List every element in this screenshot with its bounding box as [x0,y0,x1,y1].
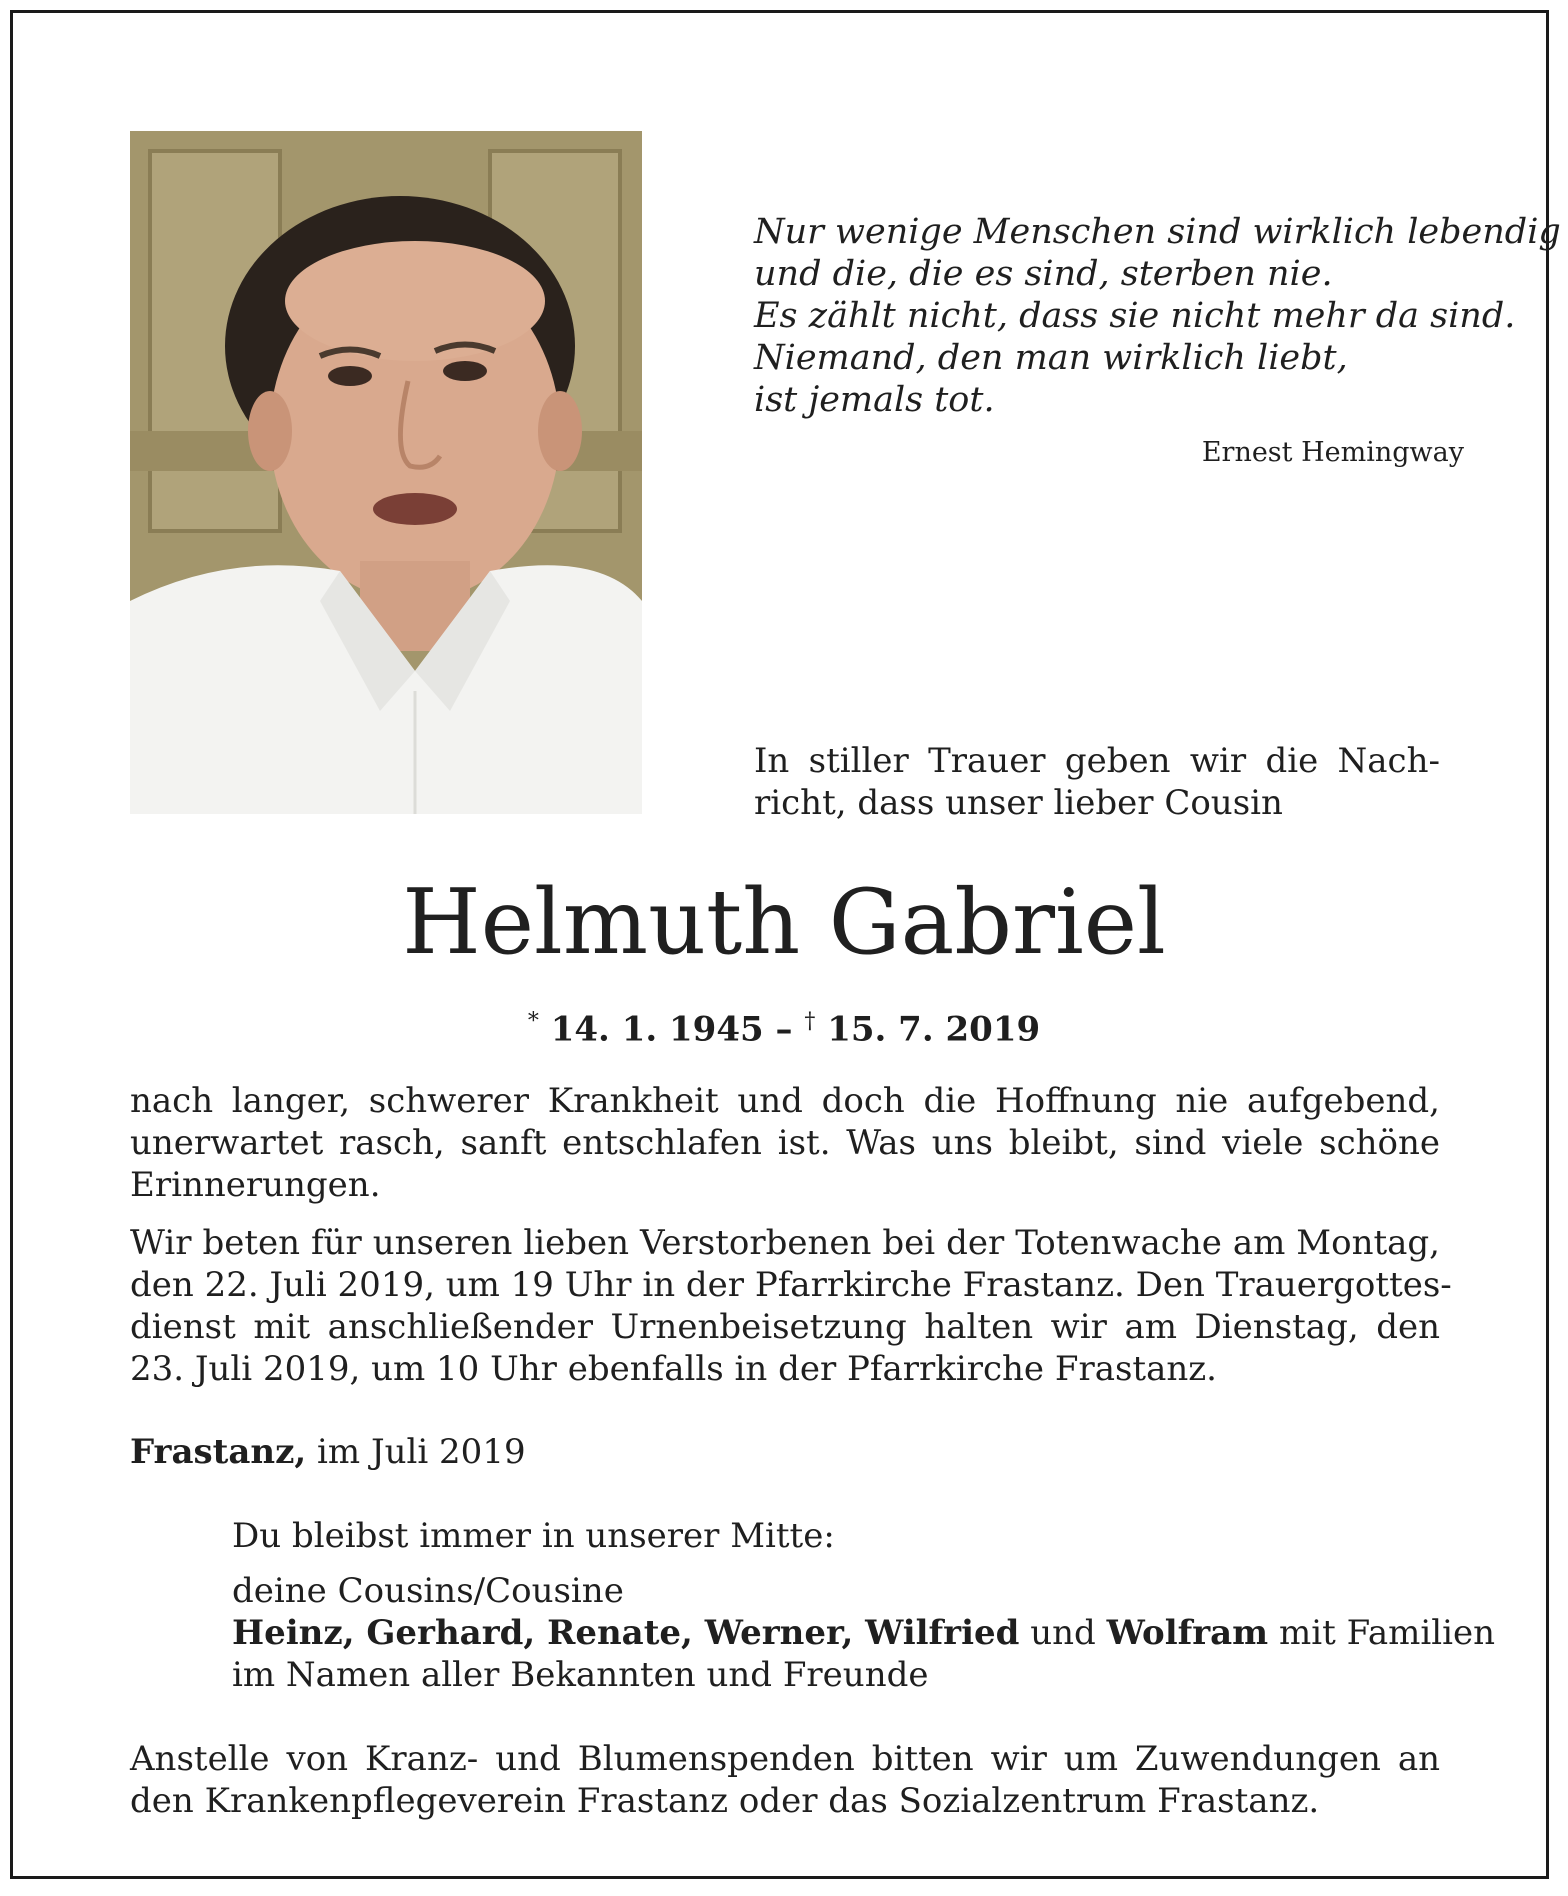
birth-symbol: * [527,1009,539,1034]
quote-line: Niemand, den man wirklich liebt, [754,338,1348,378]
paragraph-line: Erinnerungen. [130,1165,381,1205]
date-separator: – [775,1009,793,1050]
paragraph-line: 23. Juli 2019, um 10 Uhr ebenfalls in der Pfarrkirche Frastanz. [130,1349,1217,1389]
announcement-paragraph [130,1080,1440,1206]
motto-line: Du bleibst immer in unserer Mitte: [232,1516,835,1556]
epigraph-quote [754,211,1561,421]
quote-author: Ernest Hemingway [1201,437,1464,468]
mourner-names [232,1612,1512,1654]
place-date [130,1432,526,1472]
mourners-block [232,1570,1512,1696]
intro-line: richt, dass unser lieber Cousin [754,783,1283,823]
service-paragraph [130,1222,1452,1390]
also-line: im Namen aller Bekannten und Freunde [232,1655,929,1695]
and-word: und [1030,1613,1096,1653]
month-year: im Juli 2019 [317,1432,526,1472]
relation-line: deine Cousins/Cousine [232,1571,624,1611]
portrait-illustration [130,131,642,814]
deceased-name: Helmuth Gabriel [402,870,1166,975]
donation-paragraph [130,1738,1440,1822]
donation-line: Anstelle von Kranz- und Blumenspenden bitten wir um Zuwendungen an [130,1739,1440,1779]
intro-line: In stiller Trauer geben wir die Nach- [754,741,1440,781]
paragraph-line: dienst mit anschließender Urnenbeisetzung halten wir am Dienstag, den [130,1307,1440,1347]
place-name: Frastanz, [130,1432,307,1472]
paragraph-line: Wir beten für unseren lieben Verstorbenen bei der Totenwache am Montag, [130,1223,1440,1263]
paragraph-line: nach langer, schwerer Krankheit und doch die Hoffnung nie aufgebend, [130,1081,1440,1121]
paragraph-line: unerwartet rasch, sanft entschlafen ist. Was uns bleibt, sind viele schöne [130,1123,1440,1163]
death-date: 15. 7. 2019 [827,1009,1041,1050]
death-symbol: † [804,1009,816,1034]
closing-motto [232,1515,1512,1557]
quote-line: ist jemals tot. [754,380,995,420]
last-mourner-name: Wolfram [1106,1613,1269,1653]
quote-line: Es zählt nicht, dass sie nicht mehr da sind. [754,296,1516,336]
mourner-names-bold: Heinz, Gerhard, Renate, Werner, Wilfried [232,1613,1020,1653]
intro-text [754,740,1440,824]
portrait-photo [130,131,642,814]
families-suffix: mit Familien [1278,1613,1496,1653]
birth-date: 14. 1. 1945 [550,1009,764,1050]
quote-line: Nur wenige Menschen sind wirklich lebendig [754,212,1561,252]
donation-line: den Krankenpflegeverein Frastanz oder das Sozialzentrum Frastanz. [130,1781,1320,1821]
life-dates [0,1000,1568,1051]
quote-line: und die, die es sind, sterben nie. [754,254,1333,294]
paragraph-line: den 22. Juli 2019, um 19 Uhr in der Pfarrkirche Frastanz. Den Trauergottes- [130,1265,1452,1305]
